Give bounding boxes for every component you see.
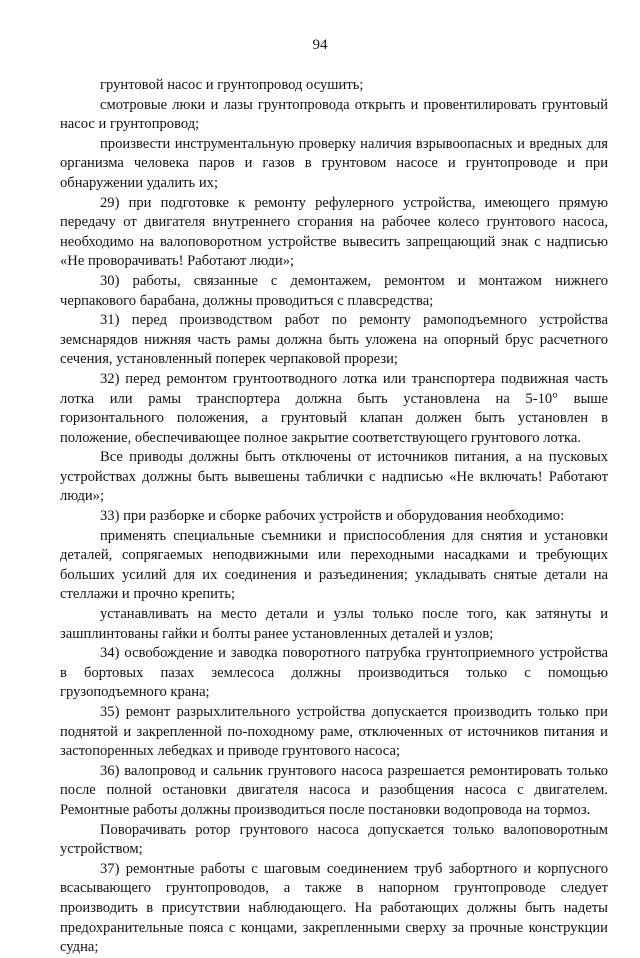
page-number: 94	[312, 37, 328, 53]
paragraph: 37) ремонтные работы с шаговым соединением труб забортного и корпусного всасывающего грунтопроводов, а также в напорном грунтопроводе следует производить в присутствии наблюдающего. На работающих должны быть надеты предохранительные пояса с концами, закрепленными сверху за прочные конструкции судна;	[60, 860, 608, 956]
paragraph: 29) при подготовке к ремонту рефулерного устройства, имеющего прямую передачу от двигателя внутреннего сгорания на рабочее колесо грунтового насоса, необходимо на валоповоротном устройстве вывесить запрещающий знак с надписью «Не проворачивать! Работают люди»;	[60, 194, 608, 270]
paragraph: устанавливать на место детали и узлы только после того, как затянуты и зашплинтованы гайки и болты ранее установленных деталей и узлов;	[60, 606, 608, 642]
paragraph: 34) освобождение и заводка поворотного патрубка грунтоприемного устройства в бортовых пазах землесоса должны производиться только с помощью грузоподъемного крана;	[60, 645, 608, 701]
paragraph: Поворачивать ротор грунтового насоса допускается только валоповоротным устройством;	[60, 821, 608, 858]
paragraph: 32) перед ремонтом грунтоотводного лотка или транспортера подвижная часть лотка или рамы транспортера должна быть установлена на 5-10° выше горизонтального положения, а грунтовый клапан должен быть установлен в положение, обеспечивающее полное закрытие соответствующего грунтового лотка.	[60, 370, 608, 446]
paragraph: 31) перед производством работ по ремонту рамоподъемного устройства земснарядов нижняя часть рамы должна быть уложена на опорный брус расчетного сечения, установленный поперек черпаковой прорези;	[60, 312, 608, 368]
body-text	[60, 76, 608, 958]
paragraph: применять специальные съемники и приспособления для снятия и установки деталей, сопрягаемых неподвижными или переходными насадками и требующих больших усилий для их соединения и разъединения; укладывать снятые детали на стеллажи и прочно крепить;	[60, 527, 608, 603]
paragraph: 33) при разборке и сборке рабочих устройств и оборудования необходимо:	[100, 508, 565, 525]
paragraph: Все приводы должны быть отключены от источников питания, а на пусковых устройствах должны быть вывешены таблички с надписью «Не включать! Работают люди»;	[60, 449, 608, 505]
paragraph: произвести инструментальную проверку наличия взрывоопасных и вредных для организма человека паров и газов в грунтовом насосе и грунтопроводе и при обнаружении удалить их;	[60, 135, 608, 191]
paragraph: 35) ремонт разрыхлительного устройства допускается производить только при поднятой и закрепленной по-походному раме, отключенных от источников питания и застопоренных лебедках и приводе грунтового насоса;	[60, 704, 608, 760]
paragraph: грунтовой насос и грунтопровод осушить;	[100, 77, 364, 93]
paragraph: 30) работы, связанные с демонтажем, ремонтом и монтажом нижнего черпакового барабана, должны проводиться с плавсредства;	[60, 272, 608, 309]
paragraph: 36) валопровод и сальник грунтового насоса разрешается ремонтировать только после полной остановки двигателя насоса и разобщения насоса с двигателем. Ремонтные работы должны производиться после постановки водопровода на тормоз.	[60, 762, 608, 818]
paragraph: смотровые люки и лазы грунтопровода открыть и провентилировать грунтовый насос и грунтопровод;	[60, 96, 608, 133]
